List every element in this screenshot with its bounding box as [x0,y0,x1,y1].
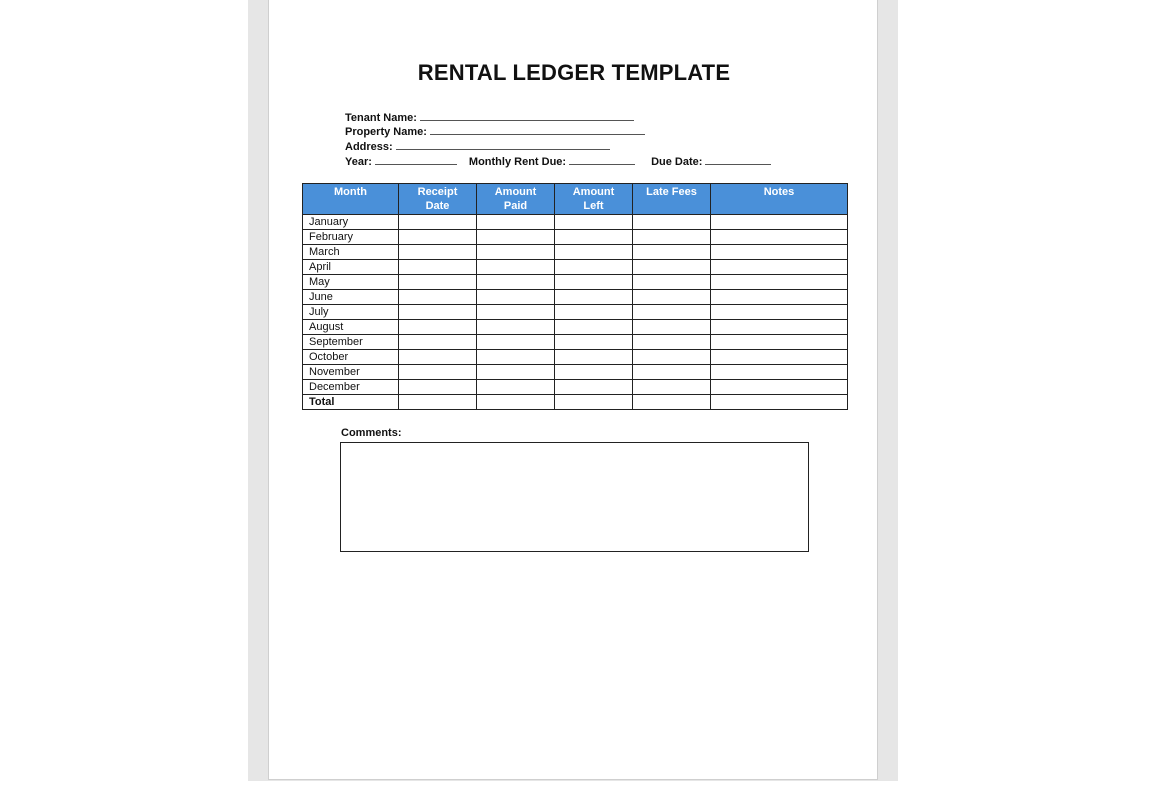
amount-paid-cell[interactable] [477,290,555,305]
due-date-blank [705,154,771,165]
receipt-date-cell[interactable] [399,230,477,245]
amount-paid-cell[interactable] [477,245,555,260]
receipt-date-cell[interactable] [399,290,477,305]
amount-paid-cell[interactable] [477,380,555,395]
amount-paid-cell[interactable] [477,275,555,290]
table-row [303,320,848,335]
notes-cell[interactable] [711,305,848,320]
late-fees-cell[interactable] [633,335,711,350]
table-row [303,260,848,275]
property-name-blank [430,124,645,135]
notes-cell[interactable] [711,290,848,305]
amount-left-cell[interactable] [555,275,633,290]
month-cell: April [303,260,399,275]
month-cell: March [303,245,399,260]
table-row [303,245,848,260]
notes-cell[interactable] [711,365,848,380]
comments-label: Comments: [341,427,402,439]
table-row [303,380,848,395]
total-notes-cell[interactable] [711,395,848,410]
total-receipt-date-cell[interactable] [399,395,477,410]
header-notes [711,184,848,215]
total-label-cell: Total [303,395,399,410]
header-receipt-date-line2: Date [425,200,450,212]
monthly-rent-due-blank [569,154,635,165]
notes-cell[interactable] [711,320,848,335]
receipt-date-cell[interactable] [399,260,477,275]
table-row [303,215,848,230]
month-cell: September [303,335,399,350]
address-label: Address: [345,141,393,153]
table-row [303,365,848,380]
receipt-date-cell[interactable] [399,215,477,230]
receipt-date-cell[interactable] [399,275,477,290]
month-cell: October [303,350,399,365]
receipt-date-cell[interactable] [399,305,477,320]
month-cell: January [303,215,399,230]
tenant-name-label: Tenant Name: [345,112,417,124]
property-name-label: Property Name: [345,126,427,138]
amount-left-cell[interactable] [555,305,633,320]
late-fees-cell[interactable] [633,350,711,365]
tenant-name-blank [420,110,634,121]
late-fees-cell[interactable] [633,260,711,275]
notes-cell[interactable] [711,350,848,365]
address-blank [396,139,610,150]
notes-cell[interactable] [711,335,848,350]
table-total-row [303,395,848,410]
amount-paid-cell[interactable] [477,350,555,365]
header-late-fees-line1: Late Fees [646,186,697,198]
amount-paid-cell[interactable] [477,305,555,320]
receipt-date-cell[interactable] [399,335,477,350]
header-amount-paid-line1: Amount [494,186,537,198]
amount-left-cell[interactable] [555,260,633,275]
document-page [268,0,878,780]
notes-cell[interactable] [711,275,848,290]
amount-left-cell[interactable] [555,380,633,395]
monthly-rent-due-label: Monthly Rent Due: [468,156,567,168]
receipt-date-cell[interactable] [399,380,477,395]
header-notes-line1: Notes [763,186,795,198]
header-receipt-date [399,184,477,215]
table-row [303,230,848,245]
header-month [303,184,399,215]
year-label: Year: [345,156,372,168]
receipt-date-cell[interactable] [399,365,477,380]
amount-left-cell[interactable] [555,365,633,380]
amount-paid-cell[interactable] [477,365,555,380]
table-row [303,335,848,350]
table-header-row [303,184,848,215]
table-body [303,215,848,410]
amount-left-cell[interactable] [555,215,633,230]
late-fees-cell[interactable] [633,275,711,290]
month-cell: May [303,275,399,290]
rental-ledger-table [302,183,848,410]
notes-cell[interactable] [711,230,848,245]
notes-cell[interactable] [711,245,848,260]
amount-left-cell[interactable] [555,290,633,305]
month-cell: December [303,380,399,395]
header-receipt-date-line1: Receipt [417,186,458,198]
header-amount-paid [477,184,555,215]
header-amount-paid-line2: Paid [503,200,528,212]
amount-paid-cell[interactable] [477,215,555,230]
amount-left-cell[interactable] [555,350,633,365]
month-cell: November [303,365,399,380]
amount-paid-cell[interactable] [477,230,555,245]
receipt-date-cell[interactable] [399,245,477,260]
late-fees-cell[interactable] [633,290,711,305]
total-late-fees-cell[interactable] [633,395,711,410]
table-row [303,290,848,305]
late-fees-cell[interactable] [633,365,711,380]
amount-paid-cell[interactable] [477,335,555,350]
table-row [303,275,848,290]
amount-left-cell[interactable] [555,320,633,335]
late-fees-cell[interactable] [633,245,711,260]
amount-paid-cell[interactable] [477,320,555,335]
header-month-line1: Month [334,186,367,198]
table-row [303,305,848,320]
property-name-row [345,124,645,138]
header-late-fees [633,184,711,215]
late-fees-cell[interactable] [633,305,711,320]
amount-left-cell[interactable] [555,245,633,260]
address-row [345,139,610,153]
total-amount-paid-cell[interactable] [477,395,555,410]
receipt-date-cell[interactable] [399,320,477,335]
amount-left-cell[interactable] [555,335,633,350]
due-date-label: Due Date: [651,156,703,168]
month-cell: February [303,230,399,245]
header-amount-left [555,184,633,215]
late-fees-cell[interactable] [633,215,711,230]
comments-box[interactable] [340,442,809,552]
month-cell: June [303,290,399,305]
total-amount-left-cell[interactable] [555,395,633,410]
table-row [303,350,848,365]
notes-cell[interactable] [711,380,848,395]
tenant-name-row [345,110,634,124]
amount-left-cell[interactable] [555,230,633,245]
notes-cell[interactable] [711,215,848,230]
header-amount-left-line1: Amount [572,186,615,198]
late-fees-cell[interactable] [633,230,711,245]
year-rent-due-row [345,154,771,168]
month-cell: August [303,320,399,335]
header-amount-left-line2: Left [583,200,604,212]
month-cell: July [303,305,399,320]
notes-cell[interactable] [711,260,848,275]
amount-paid-cell[interactable] [477,260,555,275]
document-title: RENTAL LEDGER TEMPLATE [417,60,731,85]
late-fees-cell[interactable] [633,320,711,335]
late-fees-cell[interactable] [633,380,711,395]
year-blank [375,154,457,165]
receipt-date-cell[interactable] [399,350,477,365]
